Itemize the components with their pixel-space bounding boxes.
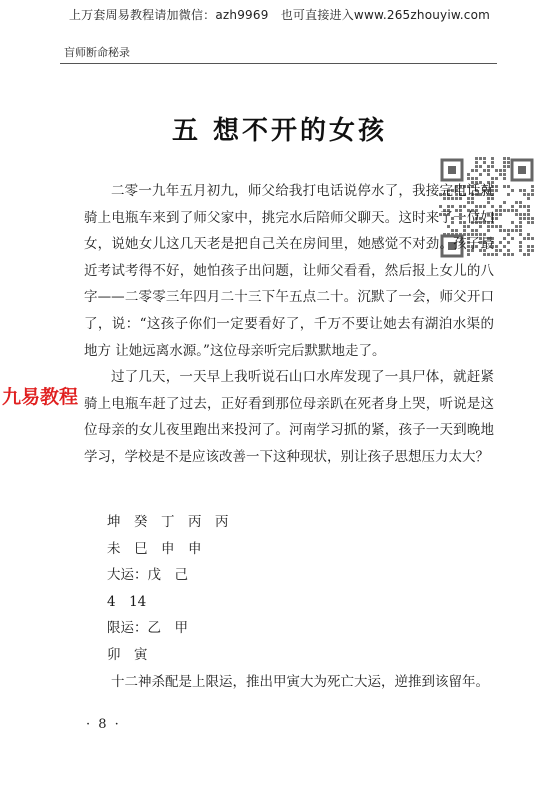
chart-line: 卯 寅 [107, 646, 148, 663]
chart-line: 大运：戊 己 [107, 567, 188, 584]
watermark-banner: 上万套周易教程请加微信：azh9969 也可直接进入www.265zhouyiw.com [68, 8, 491, 22]
closing-body [84, 669, 494, 696]
chart-line: 坤 癸 丁 丙 丙 [107, 514, 229, 530]
bazi-chart [107, 509, 407, 669]
header-rule [60, 63, 497, 64]
paragraph: 过了几天，一天早上我听说石山口水库发现了一具尸体，就赶紧骑上电瓶车赶了过去，正好看到那位母亲趴在死者身上哭，听说是这位母亲的女儿夜里跑出来投河了。河南学习抓的紧，孩子一天到晚地学习，学校是不是应该改善一下这种现状，别让孩子思想压力太大？ [84, 369, 494, 465]
paragraph: 十二神杀配是上限运，推出甲寅大为死亡大运，逆推到该留年。 [111, 674, 489, 690]
running-head: 盲师断命秘录 [64, 46, 130, 59]
page-number: · 8 · [86, 717, 121, 732]
chart-line: 4 14 [107, 593, 147, 610]
chart-line: 未 巳 申 申 [107, 540, 202, 557]
chart-line: 限运：乙 甲 [107, 620, 188, 637]
paragraph: 二零一九年五月初九，师父给我打电话说停水了，我接完电话就骑上电瓶车来到了师父家中，挑完水后陪师父聊天。这时来了一位妇女，说她女儿这几天老是把自己关在房间里，她感觉不对劲。孩子最近考试考得不好，她怕孩子出问题，让师父看看，然后报上女儿的八字——二零零三年四月二十三下午五点二十。沉默了一会，师父开口了，说：“这孩子你们一定要看好了，千万不要让她去有湖泊水渠的地方 让她远离水源。”这位母亲听完后默默地走了。 [84, 183, 494, 359]
article-body [84, 178, 494, 471]
chapter-title: 五 想不开的女孩 [171, 116, 388, 146]
watermark-side-label: 九易教程 [2, 386, 79, 408]
